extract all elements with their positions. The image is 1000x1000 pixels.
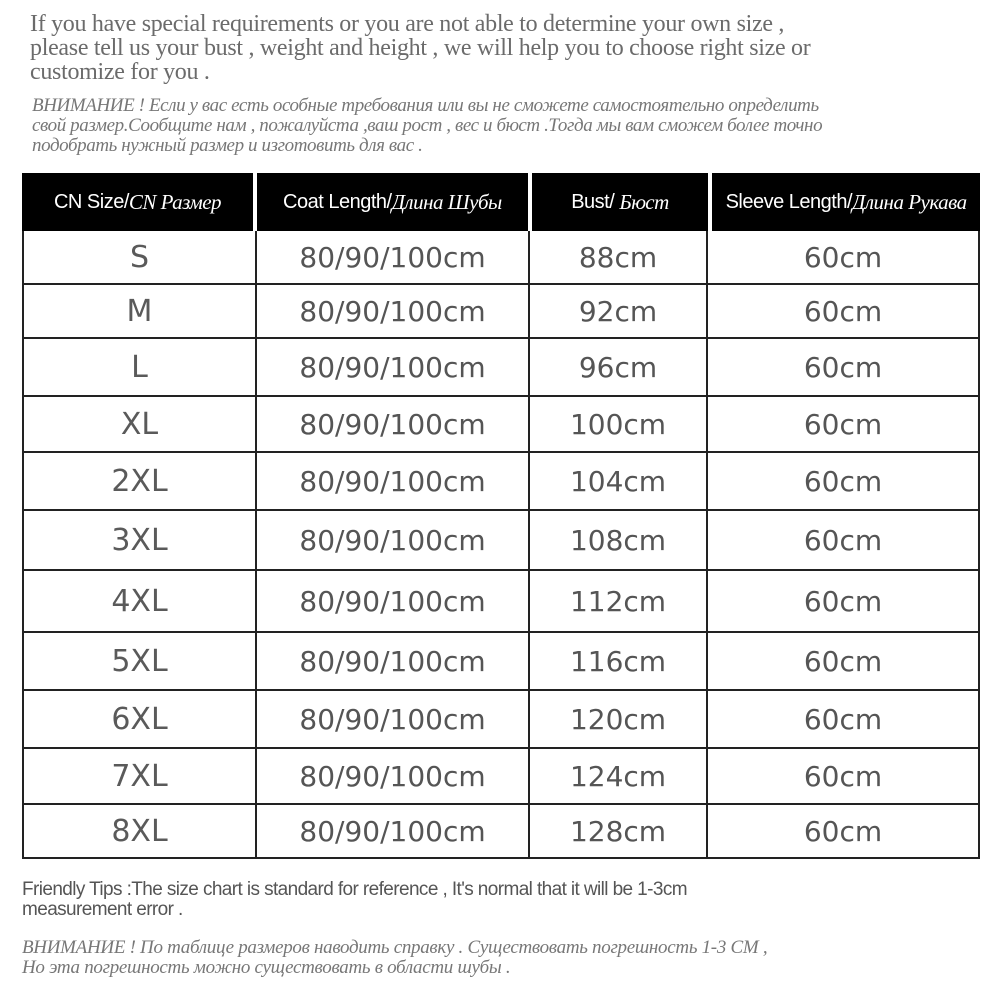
header-cn-size-ru: CN Размер <box>128 189 222 214</box>
header-coat-length-ru: Длина Шубы <box>391 189 502 214</box>
cell-size: 8XL <box>24 805 257 859</box>
cell-size: 4XL <box>24 571 257 633</box>
cell-coat: 80/90/100cm <box>257 805 530 859</box>
cell-size: 2XL <box>24 453 257 511</box>
cell-coat: 80/90/100cm <box>257 511 530 571</box>
header-coat-length <box>257 173 528 231</box>
header-sleeve-length-en: Sleeve Length/ <box>725 190 853 213</box>
header-bust-ru: Бюст <box>619 189 669 214</box>
table-row <box>24 397 978 453</box>
table-row <box>24 805 978 859</box>
intro-note-english: If you have special requirements or you are not able to determine your own size , please tell us your bust , weight and height , we will help you to choose right size or customize for you . <box>30 11 811 85</box>
size-chart-table <box>22 173 980 859</box>
header-coat-length-en: Coat Length/ <box>283 190 392 213</box>
friendly-tips-english: Friendly Tips :The size chart is standard for reference , It's normal that it will be 1-3cm measurement error . <box>22 879 687 920</box>
cell-size: L <box>24 339 257 397</box>
cell-sleeve: 60cm <box>708 633 978 691</box>
table-row <box>24 571 978 633</box>
cell-bust: 100cm <box>530 397 708 453</box>
table-row <box>24 231 978 285</box>
friendly-tips-russian: ВНИМАНИЕ ! По таблице размеров наводить справку . Существовать погрешность 1-3 СМ , Но эта погрешность можно существовать в области шубы . <box>22 937 768 978</box>
cell-coat: 80/90/100cm <box>257 691 530 749</box>
header-cn-size <box>22 173 253 231</box>
cell-sleeve: 60cm <box>708 691 978 749</box>
cell-bust: 104cm <box>530 453 708 511</box>
table-row <box>24 749 978 805</box>
cell-coat: 80/90/100cm <box>257 339 530 397</box>
cell-bust: 128cm <box>530 805 708 859</box>
cell-coat: 80/90/100cm <box>257 285 530 339</box>
cell-bust: 112cm <box>530 571 708 633</box>
cell-sleeve: 60cm <box>708 453 978 511</box>
cell-coat: 80/90/100cm <box>257 571 530 633</box>
header-cn-size-en: CN Size/ <box>53 190 129 213</box>
cell-sleeve: 60cm <box>708 749 978 805</box>
cell-size: 7XL <box>24 749 257 805</box>
cell-size: 6XL <box>24 691 257 749</box>
cell-size: 5XL <box>24 633 257 691</box>
cell-coat: 80/90/100cm <box>257 749 530 805</box>
cell-sleeve: 60cm <box>708 285 978 339</box>
table-body <box>22 231 980 859</box>
cell-sleeve: 60cm <box>708 397 978 453</box>
cell-coat: 80/90/100cm <box>257 633 530 691</box>
cell-coat: 80/90/100cm <box>257 453 530 511</box>
cell-bust: 124cm <box>530 749 708 805</box>
cell-size: 3XL <box>24 511 257 571</box>
cell-bust: 92cm <box>530 285 708 339</box>
cell-size: XL <box>24 397 257 453</box>
cell-sleeve: 60cm <box>708 231 978 285</box>
table-row <box>24 285 978 339</box>
cell-bust: 88cm <box>530 231 708 285</box>
header-sleeve-length <box>712 173 980 231</box>
cell-sleeve: 60cm <box>708 571 978 633</box>
intro-note-russian: ВНИМАНИЕ ! Если у вас есть особные требования или вы не сможете самостоятельно определить свой размер.Сообщите нам , пожалуйста ,ваш рост , вес и бюст .Тогда мы вам сможем более точно подобрать нужный размер и изготовить для вас . <box>32 95 823 156</box>
cell-sleeve: 60cm <box>708 511 978 571</box>
cell-bust: 120cm <box>530 691 708 749</box>
cell-sleeve: 60cm <box>708 805 978 859</box>
cell-sleeve: 60cm <box>708 339 978 397</box>
cell-size: M <box>24 285 257 339</box>
cell-coat: 80/90/100cm <box>257 397 530 453</box>
table-row <box>24 511 978 571</box>
cell-coat: 80/90/100cm <box>257 231 530 285</box>
cell-bust: 96cm <box>530 339 708 397</box>
cell-bust: 108cm <box>530 511 708 571</box>
table-row <box>24 453 978 511</box>
table-header-row <box>22 173 980 231</box>
cell-size: S <box>24 231 257 285</box>
table-row <box>24 633 978 691</box>
header-bust-en: Bust/ <box>571 190 620 213</box>
table-row <box>24 339 978 397</box>
cell-bust: 116cm <box>530 633 708 691</box>
header-sleeve-length-ru: Длина Рукава <box>852 189 967 214</box>
table-row <box>24 691 978 749</box>
header-bust <box>532 173 709 231</box>
